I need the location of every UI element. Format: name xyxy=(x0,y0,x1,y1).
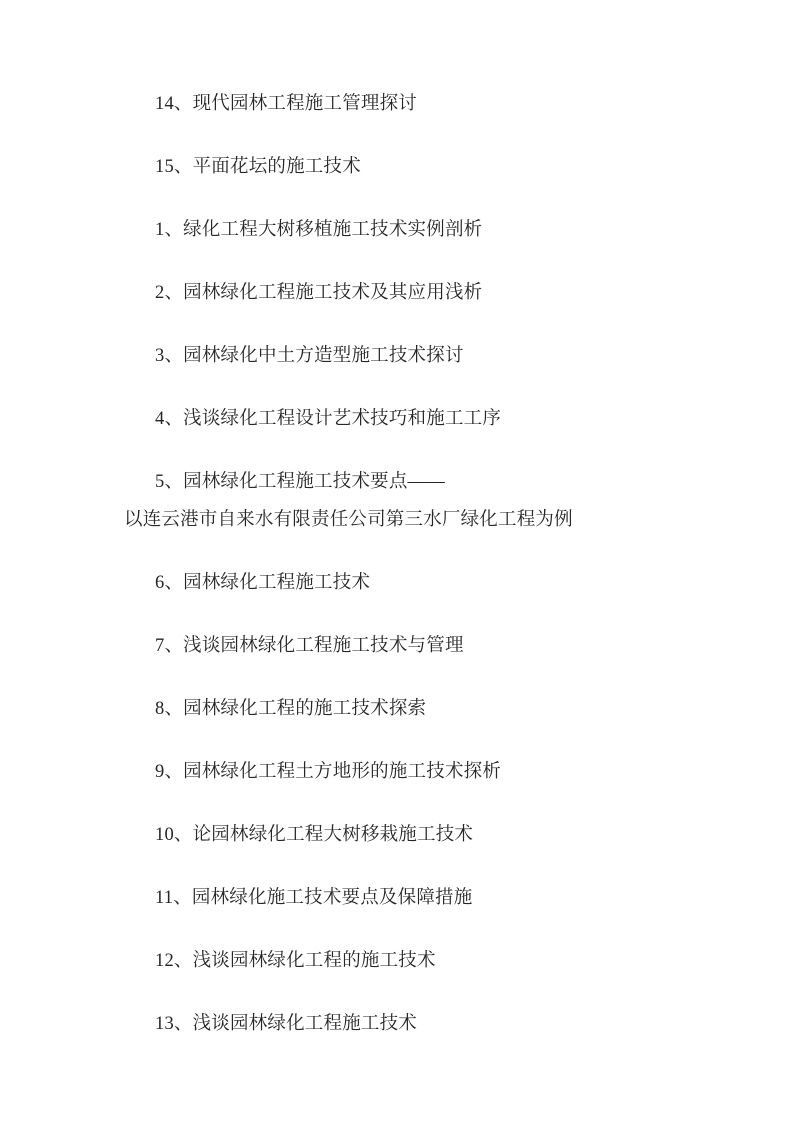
list-item-line: 5、园林绿化工程施工技术要点—— xyxy=(155,472,445,492)
list-item-line: 9、园林绿化工程土方地形的施工技术探析 xyxy=(155,762,502,782)
list-item-line: 3、园林绿化中土方造型施工技术探讨 xyxy=(155,346,464,366)
list-item xyxy=(124,816,680,854)
list-item xyxy=(124,148,680,186)
list-item-line: 4、浅谈绿化工程设计艺术技巧和施工工序 xyxy=(155,409,502,429)
list-item-line: 14、现代园林工程施工管理探讨 xyxy=(155,94,418,114)
list-item-line: 8、园林绿化工程的施工技术探索 xyxy=(155,699,427,719)
list-item xyxy=(124,690,680,728)
list-item xyxy=(124,400,680,438)
list-item xyxy=(124,85,680,123)
list-item-line: 12、浅谈园林绿化工程的施工技术 xyxy=(155,951,436,971)
list-item xyxy=(124,627,680,665)
list-item xyxy=(124,274,680,312)
list-item-line: 10、论园林绿化工程大树移栽施工技术 xyxy=(155,825,474,845)
list-item xyxy=(124,1005,680,1043)
list-item xyxy=(124,211,680,249)
list-item-line: 7、浅谈园林绿化工程施工技术与管理 xyxy=(155,636,464,656)
list-item-line: 1、绿化工程大树移植施工技术实例剖析 xyxy=(155,220,483,240)
list-item xyxy=(124,463,680,539)
list-item-line: 6、园林绿化工程施工技术 xyxy=(155,573,371,593)
list-item xyxy=(124,564,680,602)
list-item xyxy=(124,753,680,791)
list-item xyxy=(124,337,680,375)
list-item xyxy=(124,879,680,917)
list-item-line: 11、园林绿化施工技术要点及保障措施 xyxy=(155,888,473,908)
list-item-line: 13、浅谈园林绿化工程施工技术 xyxy=(155,1014,418,1034)
list-item-line: 15、平面花坛的施工技术 xyxy=(155,157,361,177)
list-item xyxy=(124,942,680,980)
list-item-line: 2、园林绿化工程施工技术及其应用浅析 xyxy=(155,283,483,303)
list-item-line: 以连云港市自来水有限责任公司第三水厂绿化工程为例 xyxy=(124,510,573,530)
